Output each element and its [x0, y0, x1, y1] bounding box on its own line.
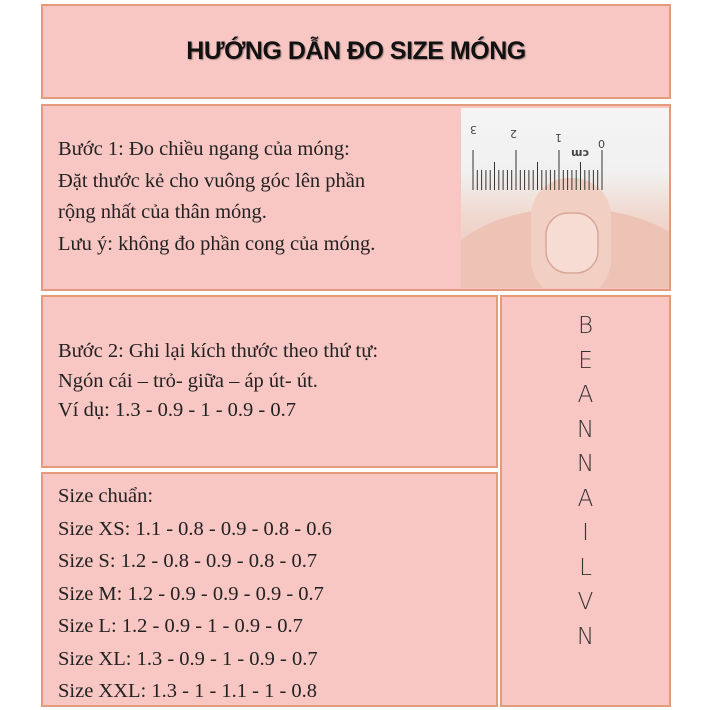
step1-line: Đặt thước kẻ cho vuông góc lên phần — [58, 169, 366, 192]
step1-text — [58, 134, 375, 260]
title-box — [41, 4, 671, 99]
size-row: Size XXL: 1.3 - 1 - 1.1 - 1 - 0.8 — [58, 680, 318, 702]
size-row: Size XL: 1.3 - 0.9 - 1 - 0.9 - 0.7 — [58, 647, 318, 670]
size-heading: Size chuẩn: — [58, 485, 154, 507]
step1-line: Lưu ý: không đo phần cong của móng. — [58, 232, 376, 255]
size-row: Size M: 1.2 - 0.9 - 0.9 - 0.9 - 0.7 — [58, 582, 324, 605]
brand-letter: L — [579, 554, 592, 581]
brand-letter: I — [582, 520, 589, 546]
ruler-illustration — [461, 108, 669, 288]
brand-letter: B — [577, 313, 594, 339]
ruler-label: 0 — [598, 137, 605, 150]
brand-letter: E — [578, 347, 593, 374]
size-chart — [58, 480, 332, 708]
brand-letter: N — [576, 451, 595, 477]
step2-line: Bước 2: Ghi lại kích thước theo thứ tự: — [58, 340, 379, 362]
size-row: Size S: 1.2 - 0.8 - 0.9 - 0.8 - 0.7 — [58, 550, 318, 572]
nail-ruler-photo — [461, 108, 669, 288]
ruler-label: cm — [571, 147, 589, 160]
ruler-label: 2 — [510, 127, 517, 140]
brand-letter: N — [576, 416, 595, 443]
step2-box — [41, 295, 498, 468]
brand-letter: V — [577, 589, 594, 615]
brand-letter: A — [577, 382, 594, 408]
page-title: HƯỚNG DẪN ĐO SIZE MÓNG — [186, 37, 526, 65]
ruler-label: 3 — [470, 123, 477, 136]
size-row: Size L: 1.2 - 0.9 - 1 - 0.9 - 0.7 — [58, 615, 303, 637]
brand-vertical-box — [500, 295, 671, 707]
step1-line: Bước 1: Đo chiều ngang của móng: — [58, 138, 350, 160]
step1-line: rộng nhất của thân móng. — [58, 201, 267, 223]
brand-letter: A — [577, 485, 594, 512]
step2-text — [58, 337, 378, 426]
step2-line: Ngón cái – trỏ- giữa – áp út- út. — [58, 369, 318, 392]
brand-letter: N — [576, 623, 595, 650]
ruler-label: 1 — [555, 131, 562, 144]
size-row: Size XS: 1.1 - 0.8 - 0.9 - 0.8 - 0.6 — [58, 517, 332, 540]
step1-box — [41, 104, 671, 291]
size-chart-box — [41, 472, 498, 707]
step2-line: Ví dụ: 1.3 - 0.9 - 1 - 0.9 - 0.7 — [58, 399, 297, 421]
